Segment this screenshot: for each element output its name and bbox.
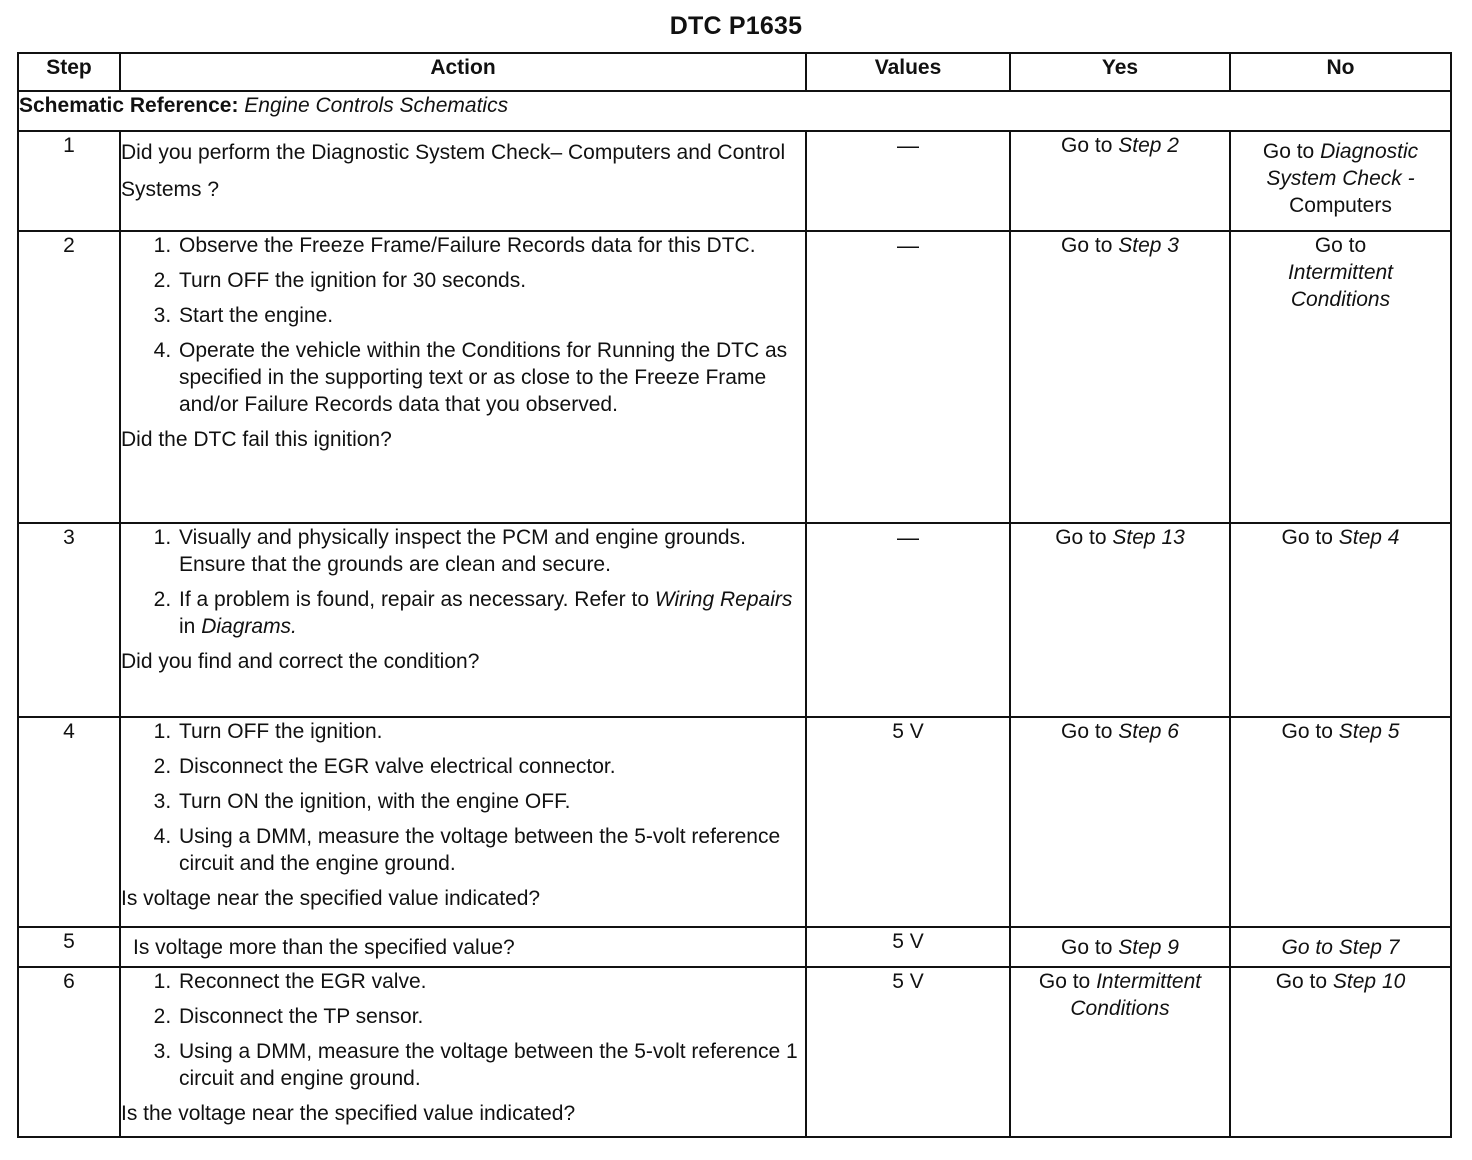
header-values: Values xyxy=(806,53,1010,91)
no-link: Diagnostic System Check - xyxy=(1266,140,1419,190)
step-number: 2 xyxy=(18,231,120,523)
action-list xyxy=(121,232,805,418)
schematic-link: Engine Controls Schematics xyxy=(244,94,509,117)
header-yes: Yes xyxy=(1010,53,1230,91)
diagnostic-table xyxy=(17,52,1452,1138)
no-link: Step 5 xyxy=(1338,720,1400,743)
yes-cell: Go to Step 6 xyxy=(1010,717,1230,927)
yes-link: Step 13 xyxy=(1112,526,1185,549)
list-item: 3. Start the engine. xyxy=(177,302,805,329)
list-item: 4. Using a DMM, measure the voltage between the 5-volt reference circuit and the engine ground. xyxy=(177,823,805,877)
diagrams-link: Diagrams. xyxy=(201,615,297,638)
header-row xyxy=(18,53,1451,91)
yes-link: Intermittent Conditions xyxy=(1070,970,1202,1020)
table-row xyxy=(18,131,1451,231)
no-link: Intermittent Conditions xyxy=(1287,261,1394,311)
no-link: Go to Step 7 xyxy=(1281,935,1400,959)
no-cell: Go to Step 5 xyxy=(1230,717,1451,927)
schematic-row xyxy=(18,91,1451,131)
value-cell: — xyxy=(806,523,1010,717)
list-item: 1. Reconnect the EGR valve. xyxy=(177,968,805,995)
value-cell: 5 V xyxy=(806,967,1010,1137)
header-action: Action xyxy=(120,53,806,91)
step-number: 5 xyxy=(18,927,120,967)
step-number: 1 xyxy=(18,131,120,231)
step-question: Did you find and correct the condition? xyxy=(121,650,480,673)
value-cell: — xyxy=(806,231,1010,523)
step-question: Is voltage more than the specified value? xyxy=(133,935,515,959)
table-row xyxy=(18,231,1451,523)
list-item: 1. Turn OFF the ignition. xyxy=(177,718,805,745)
step-number: 4 xyxy=(18,717,120,927)
list-item: 1. Observe the Freeze Frame/Failure Records data for this DTC. xyxy=(177,232,805,259)
schematic-reference xyxy=(18,91,1451,131)
table-row xyxy=(18,967,1451,1137)
yes-link: Step 9 xyxy=(1118,935,1179,959)
action-list xyxy=(121,718,805,877)
step-number: 6 xyxy=(18,967,120,1137)
step-question: Is voltage near the specified value indicated? xyxy=(121,887,541,910)
no-cell xyxy=(1230,927,1451,967)
table-row xyxy=(18,717,1451,927)
list-item: 2. Disconnect the EGR valve electrical connector. xyxy=(177,753,805,780)
step-question: Is the voltage near the specified value indicated? xyxy=(121,1102,576,1125)
value-cell: 5 V xyxy=(806,927,1010,967)
yes-cell: Go to Step 3 xyxy=(1010,231,1230,523)
action-cell xyxy=(120,523,806,717)
list-item: 4. Operate the vehicle within the Conditions for Running the DTC as specified in the supporting text or as close to the Freeze Frame and/or Failure Records data that you observed. xyxy=(177,337,805,418)
yes-link: Step 6 xyxy=(1118,720,1179,743)
yes-cell: Go to Intermittent Conditions xyxy=(1010,967,1230,1137)
action-cell xyxy=(120,927,806,967)
action-cell xyxy=(120,967,806,1137)
value-cell: — xyxy=(806,131,1010,231)
yes-cell: Go to Step 2 xyxy=(1010,131,1230,231)
yes-cell: Go to Step 9 xyxy=(1010,927,1230,967)
yes-link: Step 2 xyxy=(1118,134,1179,157)
value-cell: 5 V xyxy=(806,717,1010,927)
list-item: 1. Visually and physically inspect the PCM and engine grounds. Ensure that the grounds are clean and secure. xyxy=(177,524,805,578)
page-title: DTC P1635 xyxy=(669,12,803,40)
action-cell xyxy=(120,131,806,231)
header-no: No xyxy=(1230,53,1451,91)
step-question: Did you perform the Diagnostic System Check– Computers and Control Systems ? xyxy=(121,141,786,201)
list-item: 2. Turn OFF the ignition for 30 seconds. xyxy=(177,267,805,294)
wiring-repairs-link: Wiring Repairs xyxy=(654,588,793,611)
table-row xyxy=(18,927,1451,967)
list-item: 3. Using a DMM, measure the voltage between the 5-volt reference 1 circuit and engine ground. xyxy=(177,1038,805,1092)
table-row xyxy=(18,523,1451,717)
action-list xyxy=(121,968,805,1092)
action-list xyxy=(121,524,805,640)
step-number: 3 xyxy=(18,523,120,717)
no-link: Step 4 xyxy=(1338,526,1400,549)
list-item: 2. Disconnect the TP sensor. xyxy=(177,1003,805,1030)
step-question: Did the DTC fail this ignition? xyxy=(121,428,392,451)
yes-link: Step 3 xyxy=(1118,234,1179,257)
action-cell xyxy=(120,717,806,927)
header-step: Step xyxy=(18,53,120,91)
yes-cell: Go to Step 13 xyxy=(1010,523,1230,717)
no-cell: Go to Intermittent Conditions xyxy=(1230,231,1451,523)
list-item: 3. Turn ON the ignition, with the engine OFF. xyxy=(177,788,805,815)
no-cell: Go to Step 4 xyxy=(1230,523,1451,717)
list-item: 2. If a problem is found, repair as necessary. Refer to Wiring Repairs in Diagrams. xyxy=(177,586,805,640)
no-link: Step 10 xyxy=(1332,970,1406,993)
action-cell xyxy=(120,231,806,523)
no-cell: Go to Diagnostic System Check - Computers xyxy=(1230,131,1451,231)
no-cell: Go to Step 10 xyxy=(1230,967,1451,1137)
schematic-label: Schematic Reference: xyxy=(19,94,239,117)
